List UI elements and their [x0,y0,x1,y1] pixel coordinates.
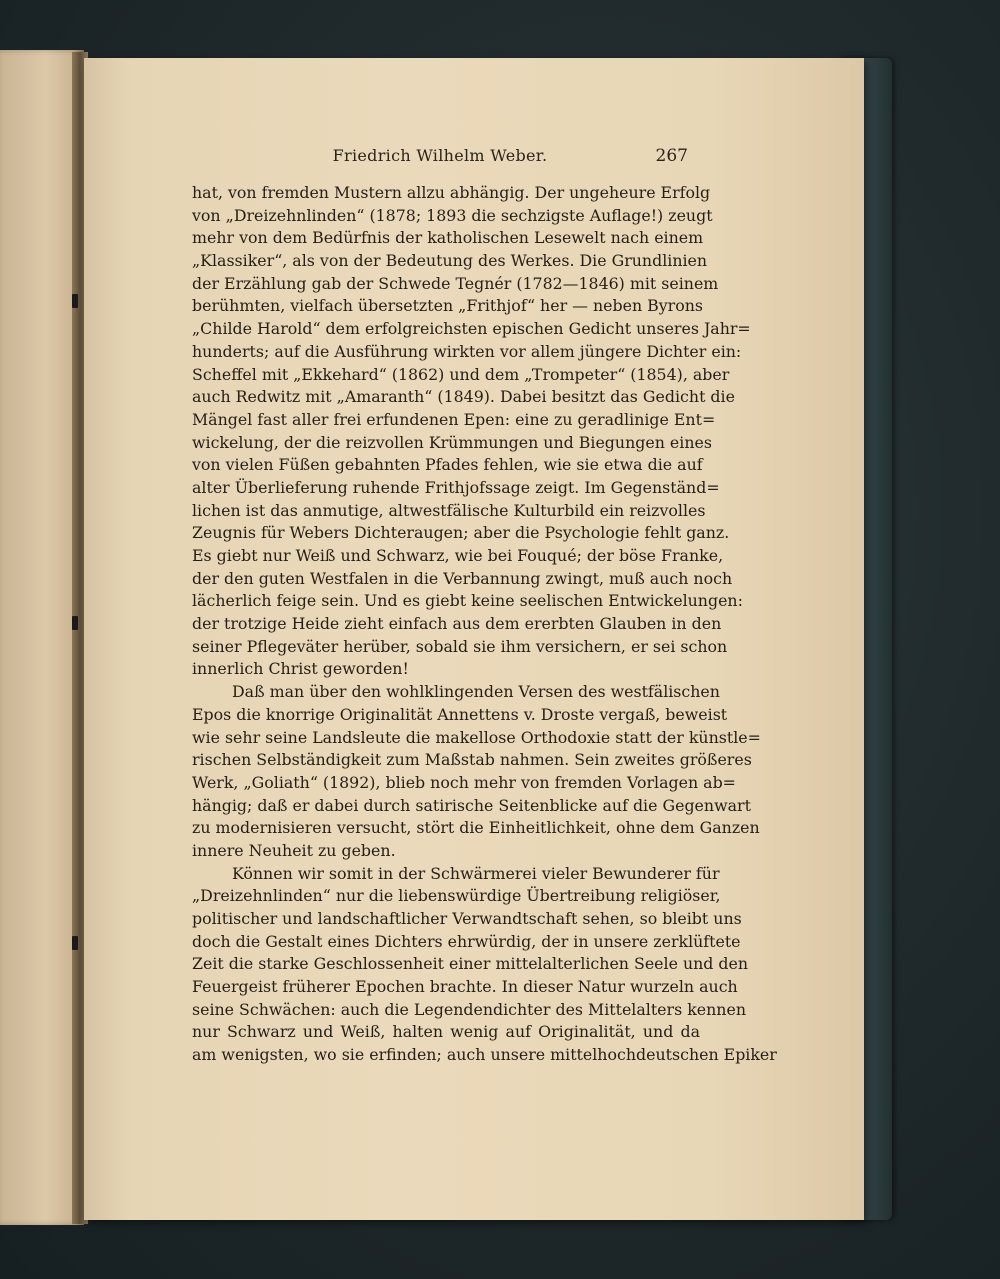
text-line: hat, von fremden Mustern allzu abhängig. Der ungeheure Erfolg [192,183,711,202]
text-line: „Childe Harold“ dem erfolgreichsten epischen Gedicht unseres Jahr= [192,319,751,339]
text-line: Feuergeist früherer Epochen brachte. In dieser Natur wurzeln auch [192,977,738,997]
text-line: der Erzählung gab der Schwede Tegnér (1782—1846) mit seinem [192,273,719,293]
text-line: „Dreizehnlinden“ nur die liebenswürdige Übertreibung religiöser, [192,886,721,906]
margin-mark [72,616,78,630]
text-line: politischer und landschaftlicher Verwandtschaft sehen, so bleibt uns [192,909,742,928]
text-line: mehr von dem Bedürfnis der katholischen Lesewelt nach einem [192,228,704,248]
text-line: hängig; daß er dabei durch satirische Seitenblicke auf die Gegenwart [192,795,751,815]
text-line: lächerlich feige sein. Und es giebt keine seelischen Entwickelungen: [192,591,743,611]
page-number: 267 [655,146,688,166]
text-line: Epos die knorrige Originalität Annettens v. Droste vergaß, beweist [192,704,728,724]
text-line: der trotzige Heide zieht einfach aus dem ererbten Glauben in den [192,614,722,634]
text-line: lichen ist das anmutige, altwestfälische Kulturbild ein reizvolles [192,500,706,520]
text-line: Es giebt nur Weiß und Schwarz, wie bei Fouqué; der böse Franke, [192,546,724,565]
text-line: Scheffel mit „Ekkehard“ (1862) und dem „Trompeter“ (1854), aber [192,364,730,384]
text-line: innerlich Christ geworden! [192,659,409,679]
text-line: seine Schwächen: auch die Legendendichter des Mittelalters kennen [192,999,747,1019]
page-header [192,146,688,168]
text-line: Daß man über den wohlklingenden Versen des westfälischen [232,682,720,702]
text-line: von vielen Füßen gebahnten Pfades fehlen, wie sie etwa die auf [192,455,703,475]
body-text [192,182,777,1067]
text-line: Werk, „Goliath“ (1892), blieb noch mehr von fremden Vorlagen ab= [192,772,736,792]
text-line: wie sehr seine Landsleute die makellose Orthodoxie statt der künstle= [192,727,761,747]
text-line: von „Dreizehnlinden“ (1878; 1893 die sechzigste Auflage!) zeugt [192,205,713,225]
text-line: Mängel fast aller frei erfundenen Epen: eine zu geradlinige Ent= [192,409,716,429]
text-line: seiner Pflegeväter herüber, sobald sie ihm versichern, er sei schon [192,636,728,656]
text-line: hunderts; auf die Ausführung wirkten vor allem jüngere Dichter ein: [192,341,742,361]
text-line: Können wir somit in der Schwärmerei vieler Bewunderer für [232,863,720,883]
text-line: berühmten, vielfach übersetzten „Frithjof“ her — neben Byrons [192,296,704,316]
running-title: Friedrich Wilhelm Weber. [332,146,548,165]
text-line: doch die Gestalt eines Dichters ehrwürdig, der in unsere zerklüftete [192,931,741,951]
text-line: am wenigsten, wo sie erfinden; auch unsere mittelhochdeutschen Epiker [192,1045,777,1065]
text-line: innere Neuheit zu geben. [192,840,396,860]
text-line: Zeugnis für Webers Dichteraugen; aber die Psychologie fehlt ganz. [192,523,730,543]
margin-mark [72,936,78,950]
text-line: alter Überlieferung ruhende Frithjofssage zeigt. Im Gegenständ= [192,477,720,497]
margin-mark [72,294,78,308]
text-line: auch Redwitz mit „Amaranth“ (1849). Dabei besitzt das Gedicht die [192,387,735,407]
text-line: nur Schwarz und Weiß, halten wenig auf Originalität, und da [192,1022,700,1042]
text-line: zu modernisieren versucht, stört die Einheitlichkeit, ohne dem Ganzen [192,818,760,838]
text-line: wickelung, der die reizvollen Krümmungen und Biegungen eines [192,432,712,452]
text-line: „Klassiker“, als von der Bedeutung des Werkes. Die Grundlinien [192,251,708,271]
text-line: rischen Selbständigkeit zum Maßstab nahmen. Sein zweites größeres [192,750,752,770]
text-line: Zeit die starke Geschlossenheit einer mittelalterlichen Seele und den [192,954,749,974]
text-line: der den guten Westfalen in die Verbannung zwingt, muß auch noch [192,568,733,588]
